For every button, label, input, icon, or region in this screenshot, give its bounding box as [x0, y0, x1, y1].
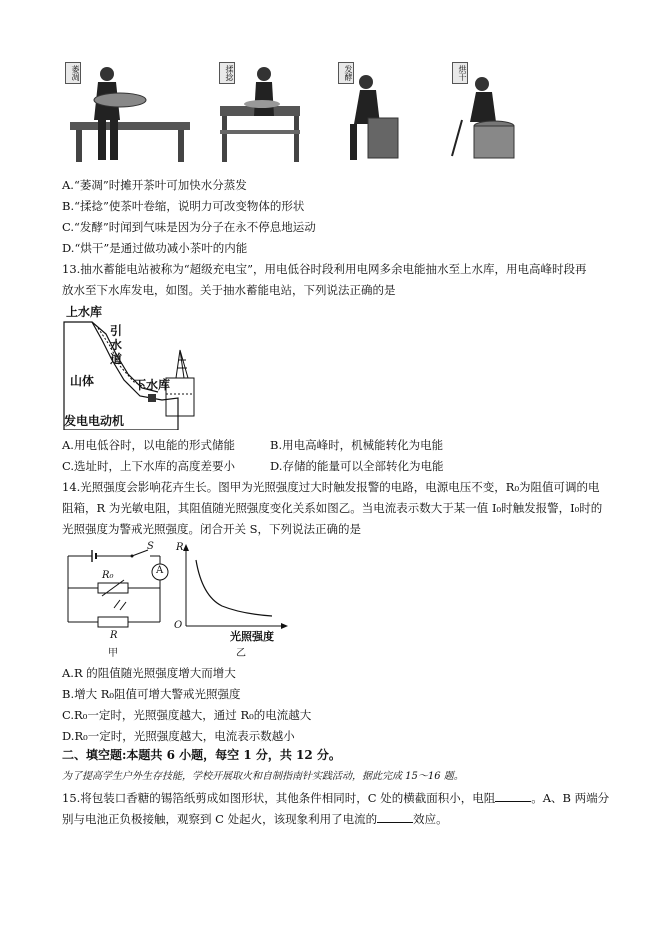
tag-drying: 烘干: [452, 62, 468, 84]
q15-text-part2: 。A、B 两端分: [531, 791, 610, 805]
q14-option-b: B.增大 R₀阻值可增大警戒光照强度: [62, 687, 241, 701]
label-upper-reservoir: 上水库: [66, 305, 103, 319]
q12-option-b: B.“揉捻”使茶叶卷缩，说明力可改变物体的形状: [62, 199, 305, 213]
q13-option-a: A.用电低谷时，以电能的形式储能: [62, 438, 235, 452]
label-r: R: [110, 630, 118, 641]
q13-stem-line1: 13.抽水蓄能电站被称为“超级充电宝”，用电低谷时段利用电网多余电能抽水至上水库，用电高峰时段再: [62, 262, 587, 276]
q13-option-d: D.存储的能量可以全部转化为电能: [270, 459, 444, 473]
q15-text-part4: 效应。: [413, 812, 448, 826]
label-r0: R₀: [102, 570, 114, 581]
q13-option-c: C.选址时，上下水库的高度差要小: [62, 459, 236, 473]
tag-withering: 萎凋: [65, 62, 81, 84]
q15-text-part1: 15.将包装口香糖的锡箔纸剪成如图形状，其他条件相同时，C 处的横截面积小，电阻: [62, 791, 496, 805]
q14-stem-line1: 14.光照强度会影响花卉生长。图甲为光照强度过大时触发报警的电路，电源电压不变，R₀为阻值可调的电: [62, 480, 600, 494]
label-lower-reservoir: 下水库: [134, 378, 171, 392]
graph-origin-label: O: [174, 620, 183, 631]
label-generator-motor: 发电电动机: [64, 414, 125, 428]
label-water-channel: 引水道: [110, 324, 123, 366]
q12-option-d: D.“烘干”是通过做功减小茶叶的内能: [62, 241, 248, 255]
q12-option-c: C.“发酵”时闻到气味是因为分子在永不停息地运动: [62, 220, 316, 234]
label-yi: 乙: [236, 648, 246, 659]
q14-option-c: C.R₀一定时，光照强度越大，通过 R₀的电流越大: [62, 708, 312, 722]
tag-fermenting: 发酵: [338, 62, 354, 84]
graph-y-axis-label: R: [176, 542, 184, 553]
label-switch: S: [147, 541, 154, 552]
q15-line1: [62, 790, 609, 806]
tea-step-withering-figure: [62, 60, 202, 170]
pumped-storage-figure: [62, 300, 212, 430]
q14-option-d: D.R₀一定时，光照强度越大，电流表示数越小: [62, 729, 295, 743]
tag-rolling: 揉捻: [219, 62, 235, 84]
section-2-note: 为了提高学生户外生存技能，学校开展取火和自制指南针实践活动，据此完成 15～16 题。: [62, 771, 464, 782]
q13-option-b: B.用电高峰时，机械能转化为电能: [270, 438, 444, 452]
section-2-heading: 二、填空题:本题共 6 小题，每空 1 分，共 12 分。: [62, 748, 341, 762]
q12-option-a: A.“萎凋”时摊开茶叶可加快水分蒸发: [62, 178, 247, 192]
label-ammeter: A: [156, 565, 164, 576]
circuit-diagram-jia: [62, 540, 182, 660]
q15-blank-1[interactable]: [495, 790, 531, 802]
label-mountain: 山体: [70, 374, 95, 388]
tea-step-figures: [62, 60, 532, 170]
q14-option-a: A.R 的阻值随光照强度增大而增大: [62, 666, 236, 680]
resistance-light-graph-yi: [172, 540, 292, 660]
graph-x-axis-label: 光照强度: [230, 630, 274, 643]
q15-blank-2[interactable]: [377, 811, 413, 823]
q15-line2: [62, 811, 448, 827]
q14-stem-line3: 光照强度为警戒光照强度。闭合开关 S，下列说法正确的是: [62, 522, 362, 536]
label-jia: 甲: [108, 648, 118, 659]
q14-stem-line2: 阻箱，R 为光敏电阻，其阻值随光照强度变化关系如图乙。当电流表示数大于某一值 I₀时触发报警，I₀时的: [62, 501, 603, 515]
q13-stem-line2: 放水至下水库发电，如图。关于抽水蓄能电站，下列说法正确的是: [62, 283, 396, 297]
q15-text-part3: 别与电池正负极接触，观察到 C 处起火，该现象利用了电流的: [62, 812, 378, 826]
